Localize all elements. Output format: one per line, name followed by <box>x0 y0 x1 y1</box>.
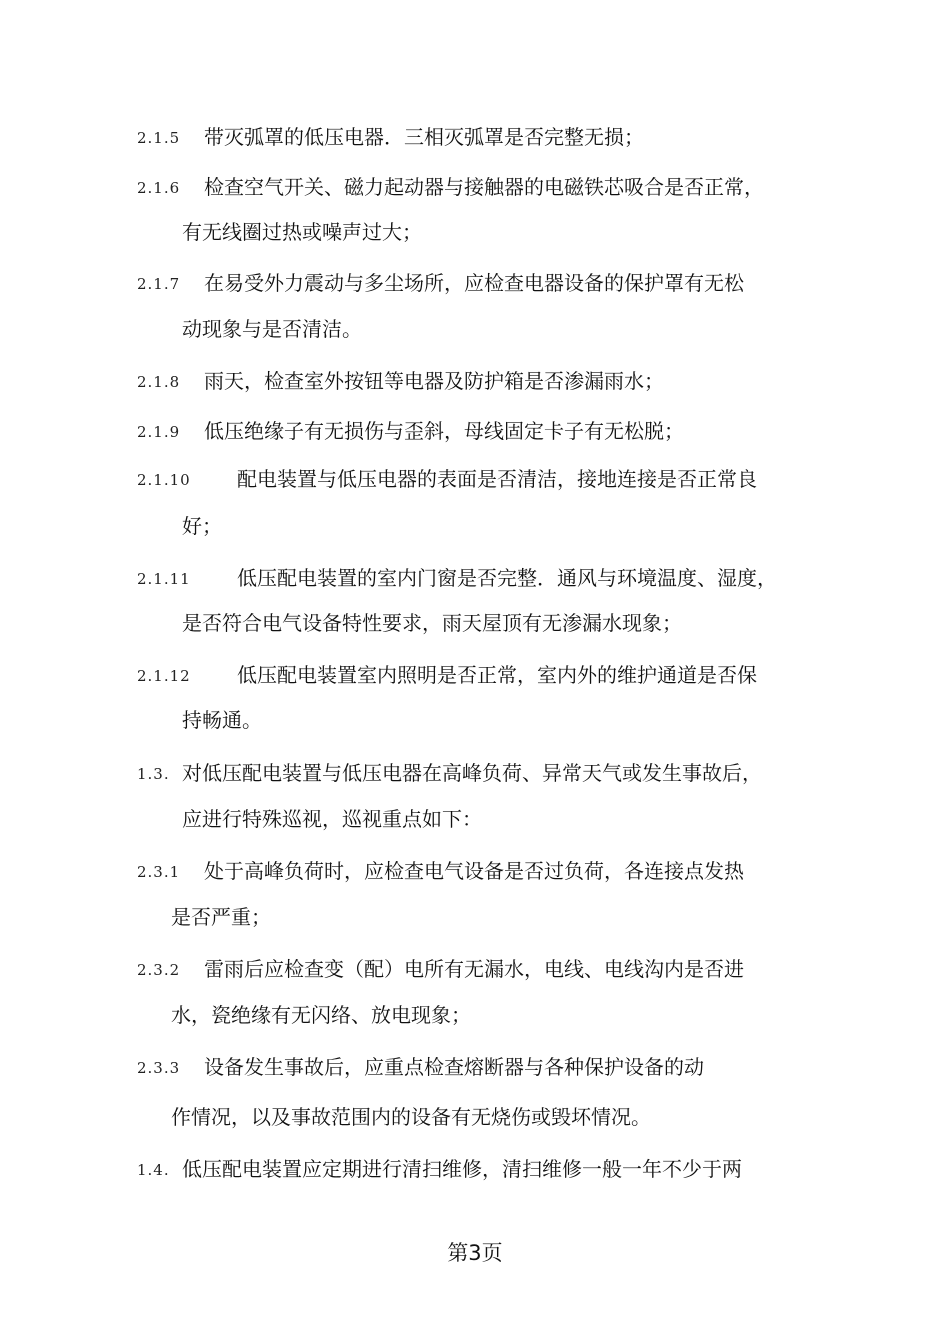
clause-text: 雨天，检查室外按钮等电器及防护箱是否渗漏雨水； <box>204 369 664 393</box>
clause-text: 设备发生事故后，应重点检查熔断器与各种保护设备的动 <box>204 1055 704 1079</box>
clause-number: 2.1.6 <box>137 179 181 197</box>
section-text-continued: 应进行特殊巡视，巡视重点如下： <box>182 807 482 831</box>
clause-number: 2.1.5 <box>137 129 181 147</box>
clause-text-continued: 水，瓷绝缘有无闪络、放电现象； <box>171 1003 471 1027</box>
clause-text: 在易受外力震动与多尘场所，应检查电器设备的保护罩有无松 <box>204 271 744 295</box>
clause-text: 带灭弧罩的低压电器．三相灭弧罩是否完整无损； <box>204 125 644 149</box>
clause-text: 雷雨后应检查变（配）电所有无漏水，电线、电线沟内是否进 <box>204 957 744 981</box>
section-text: 低压配电装置应定期进行清扫维修，清扫维修一般一年不少于两 <box>182 1157 742 1181</box>
clause-number: 2.3.1 <box>137 863 181 881</box>
clause-text-continued: 有无线圈过热或噪声过大； <box>182 220 422 244</box>
clause-text-continued: 持畅通。 <box>182 708 262 732</box>
clause-number: 2.1.12 <box>137 667 191 685</box>
clause-number: 2.1.11 <box>137 570 191 588</box>
clause-number: 2.1.9 <box>137 423 181 441</box>
clause-text: 配电装置与低压电器的表面是否清洁，接地连接是否正常良 <box>237 467 757 491</box>
clause-text-continued: 好； <box>182 514 222 538</box>
clause-number: 2.3.3 <box>137 1059 181 1077</box>
clause-number: 2.1.8 <box>137 373 181 391</box>
page-number: 第3页 <box>447 1241 503 1265</box>
clause-text: 低压配电装置的室内门窗是否完整．通风与环境温度、湿度， <box>237 566 777 590</box>
clause-text: 低压配电装置室内照明是否正常，室内外的维护通道是否保 <box>237 663 757 687</box>
section-text: 对低压配电装置与低压电器在高峰负荷、异常天气或发生事故后， <box>182 761 762 785</box>
clause-text: 检查空气开关、磁力起动器与接触器的电磁铁芯吸合是否正常， <box>204 175 764 199</box>
clause-number: 2.1.7 <box>137 275 181 293</box>
clause-text-continued: 是否符合电气设备特性要求，雨天屋顶有无渗漏水现象； <box>182 611 682 635</box>
clause-number: 2.1.10 <box>137 471 191 489</box>
clause-text-continued: 是否严重； <box>171 905 271 929</box>
clause-text: 低压绝缘子有无损伤与歪斜，母线固定卡子有无松脱； <box>204 419 684 443</box>
clause-text-continued: 动现象与是否清洁。 <box>182 317 362 341</box>
clause-text-continued: 作情况，以及事故范围内的设备有无烧伤或毁坏情况。 <box>171 1105 651 1129</box>
section-number: 1.3. <box>137 765 170 783</box>
section-number: 1.4. <box>137 1161 170 1179</box>
clause-number: 2.3.2 <box>137 961 181 979</box>
clause-text: 处于高峰负荷时，应检查电气设备是否过负荷，各连接点发热 <box>204 859 744 883</box>
